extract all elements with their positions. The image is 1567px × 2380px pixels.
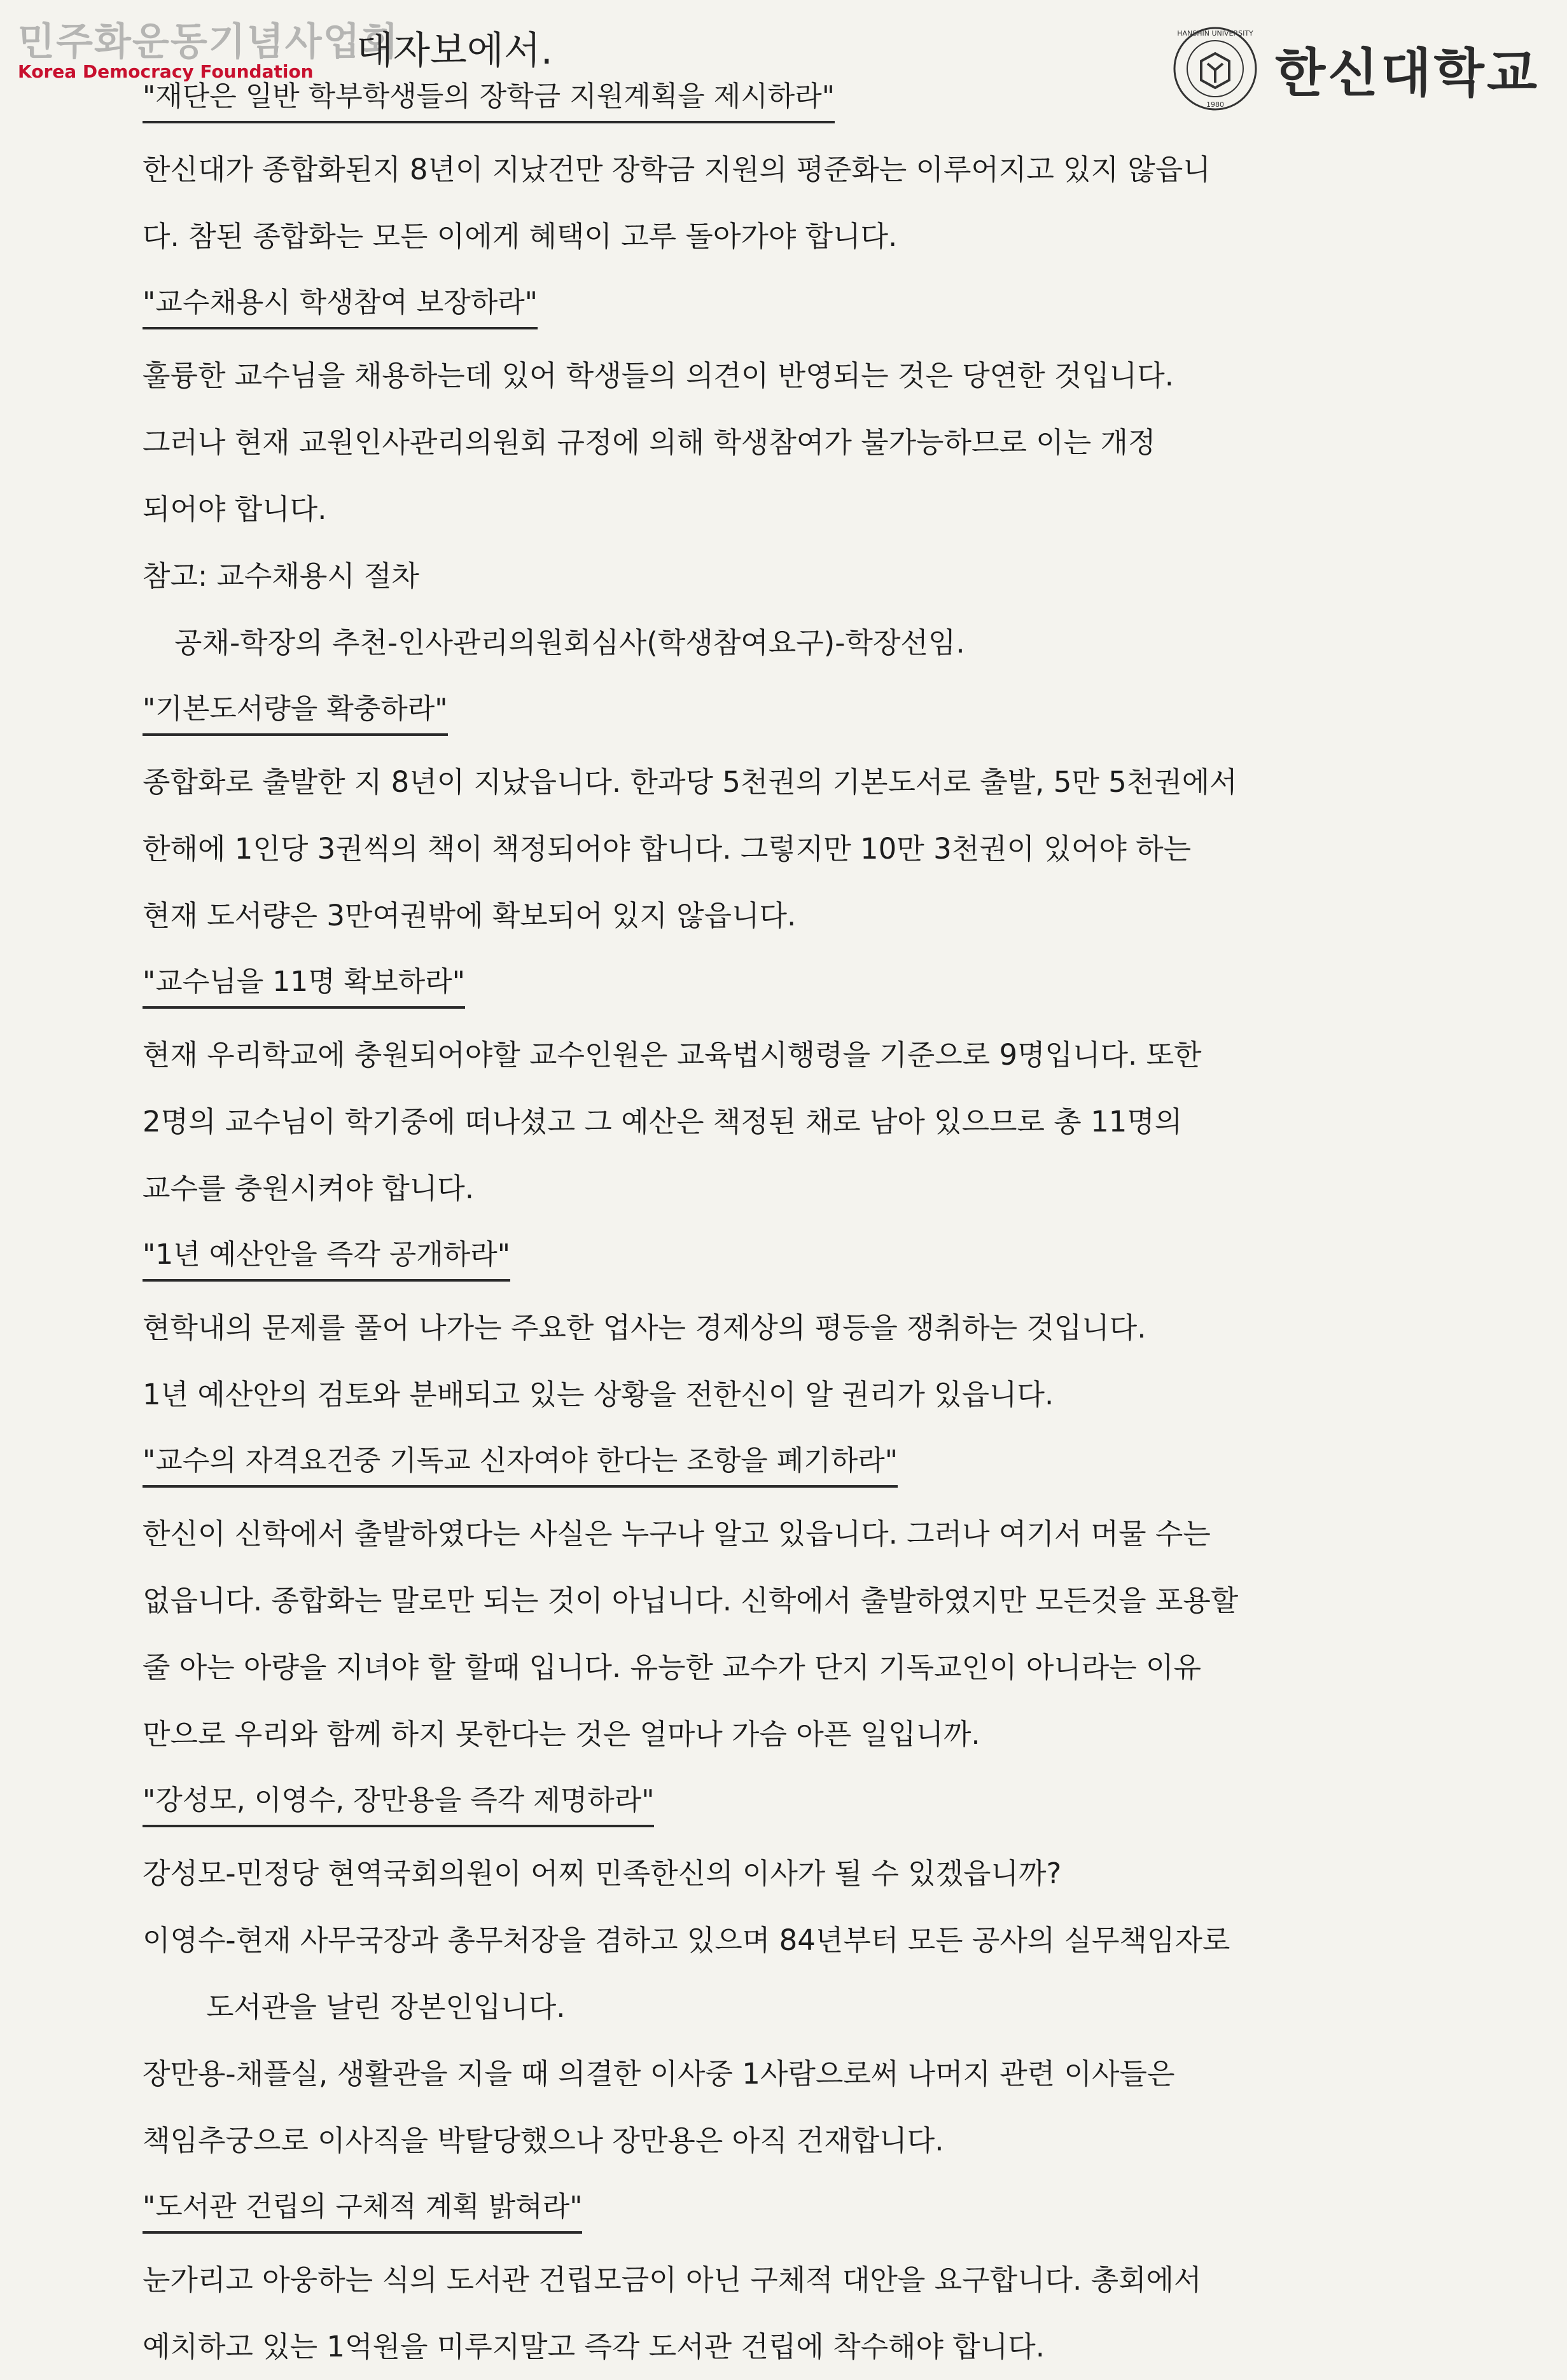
demand-section	[143, 1222, 1485, 1428]
demand-section	[143, 76, 1485, 270]
demand-heading: "교수의 자격요건중 기독교 신자여야 한다는 조항을 폐기하라"	[143, 1441, 898, 1488]
demand-section	[143, 676, 1485, 949]
demand-paragraph: 현학내의 문제를 풀어 나가는 주요한 업사는 경제상의 평등을 쟁취하는 것입니다. 1년 예산안의 검토와 분배되고 있는 상황을 전한신이 알 권리가 있읍니다.	[143, 1311, 1146, 1411]
demand-section	[143, 949, 1485, 1222]
demand-paragraph: 현재 우리학교에 충원되어야할 교수인원은 교육법시행령을 기준으로 9명입니다. 또한 2명의 교수님이 학기중에 떠나셨고 그 예산은 책정된 채로 남아 있으므로 총 11명의 교수를 충원시켜야 합니다.	[143, 1038, 1202, 1205]
demand-paragraph: 도서관을 날린 장본인입니다.	[206, 1990, 566, 2024]
demand-paragraph: 훌륭한 교수님을 채용하는데 있어 학생들의 의견이 반영되는 것은 당연한 것입니다. 그러나 현재 교원인사관리의원회 규정에 의해 학생참여가 불가능하므로 이는 개정 되어야 합니다. 참고: 교수채용시 절차	[143, 359, 1174, 593]
university-name: 한신대학교	[1275, 43, 1540, 104]
demand-paragraph: 장만용-채플실, 생활관을 지을 때 의결한 이사중 1사람으로써 나머지 관련 이사들은 책임추궁으로 이사직을 박탈당했으나 장만용은 아직 건재합니다.	[143, 2057, 1175, 2157]
demand-section	[143, 270, 1485, 676]
demand-section	[143, 2174, 1485, 2380]
seal-year: 1980	[1206, 100, 1224, 109]
watermark-english: Korea Democracy Foundation	[18, 61, 314, 82]
demand-heading: "강성모, 이영수, 장만용을 즉각 제명하라"	[143, 1780, 654, 1827]
demand-heading: "1년 예산안을 즉각 공개하라"	[143, 1235, 510, 1282]
demand-paragraph: 종합화로 출발한 지 8년이 지났읍니다. 한과당 5천권의 기본도서로 출발, 5만 5천권에서 한해에 1인당 3권씩의 책이 책정되어야 합니다. 그렇지만 10만 3천권이 있어야 하는 현재 도서량은 3만여권밖에 확보되어 있지 않읍니다.	[143, 765, 1237, 932]
demand-section	[143, 1768, 1485, 2174]
demand-heading: "재단은 일반 학부학생들의 장학금 지원계획을 제시하라"	[143, 76, 835, 123]
watermark-korean: 민주화운동기념사업회	[18, 20, 400, 64]
demand-heading: "기본도서량을 확충하라"	[143, 689, 448, 736]
demand-heading: "교수채용시 학생참여 보장하라"	[143, 282, 538, 329]
demand-section	[143, 1428, 1485, 1768]
demand-heading: "도서관 건립의 구체적 계획 밝혀라"	[143, 2187, 582, 2234]
demand-heading: "교수님을 11명 확보하라"	[143, 962, 465, 1009]
demand-paragraph: 강성모-민정당 현역국회의원이 어찌 민족한신의 이사가 될 수 있겠읍니까? 이영수-현재 사무국장과 총무처장을 겸하고 있으며 84년부터 모든 공사의 실무책임자로	[143, 1857, 1230, 1957]
demand-paragraph: 눈가리고 아웅하는 식의 도서관 건립모금이 아닌 구체적 대안을 요구합니다. 총회에서 예치하고 있는 1억원을 미루지말고 즉각 도서관 건립에 착수해야 합니다.	[143, 2263, 1202, 2363]
seal-text: HANSHIN UNIVERSITY	[1177, 29, 1253, 38]
demand-paragraph: 공채-학장의 추천-인사관리의원회심사(학생참여요구)-학장선임.	[174, 626, 965, 660]
demand-paragraph: 한신이 신학에서 출발하였다는 사실은 누구나 알고 있읍니다. 그러나 여기서 머물 수는 없읍니다. 종합화는 말로만 되는 것이 아닙니다. 신학에서 출발하였지만 모든것을 포용할 줄 아는 아량을 지녀야 할 할때 입니다. 유능한 교수가 단지 기독교인이 아니라는 이유 만으로 우리와 함께 하지 못한다는 것은 얼마나 가슴 아픈 일입니까.	[143, 1517, 1239, 1751]
watermark	[18, 19, 400, 83]
demand-paragraph: 한신대가 종합화된지 8년이 지났건만 장학금 지원의 평준화는 이루어지고 있지 않읍니 다. 참된 종합화는 모든 이에게 혜택이 고루 돌아가야 합니다.	[143, 153, 1211, 253]
header-note: 대자보에서.	[356, 29, 553, 73]
document-body	[143, 76, 1485, 2380]
